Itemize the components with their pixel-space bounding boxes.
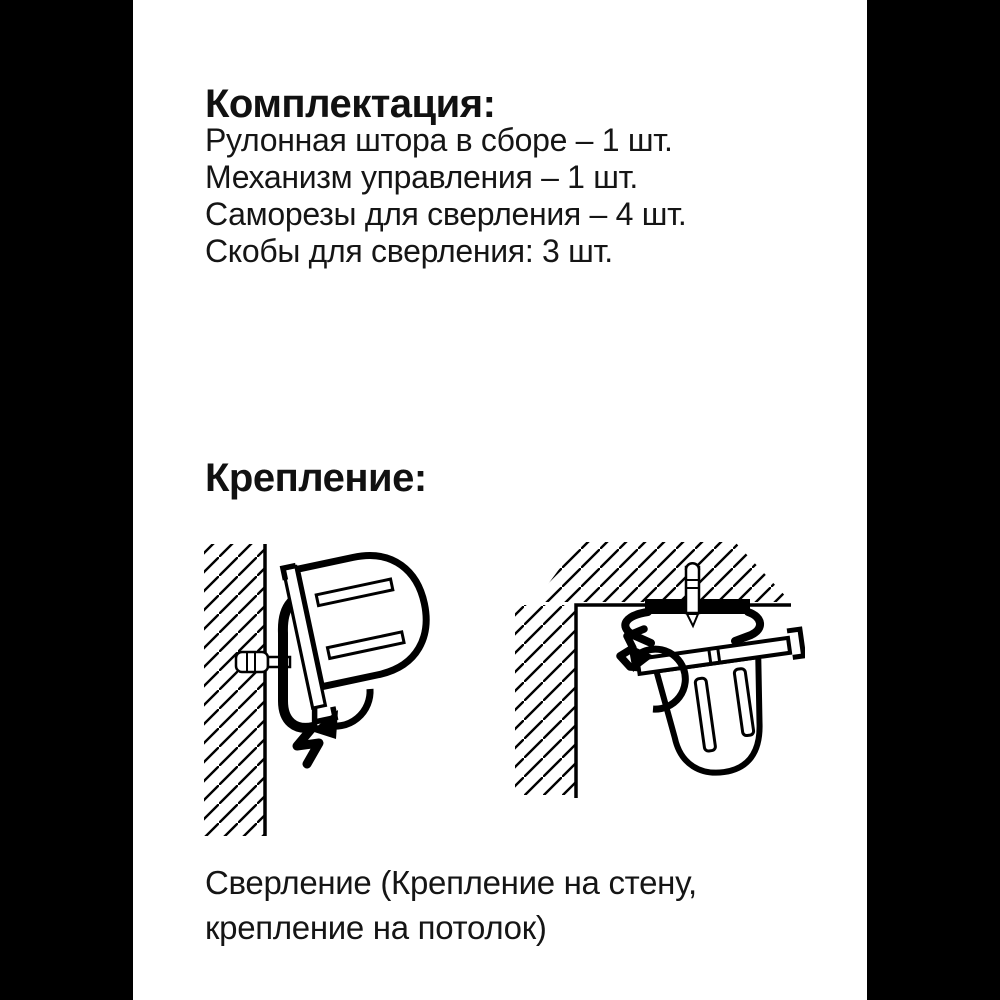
package-list xyxy=(205,122,687,270)
ceiling-mount-diagram xyxy=(505,530,805,820)
wall-hatch xyxy=(204,544,265,836)
package-item: Рулонная штора в сборе – 1 шт. xyxy=(205,122,673,158)
package-item: Механизм управления – 1 шт. xyxy=(205,159,639,195)
drilling-caption xyxy=(205,860,697,950)
package-item: Саморезы для сверления – 4 шт. xyxy=(205,196,687,232)
wall-mount-diagram xyxy=(200,538,440,838)
ceiling-hatch xyxy=(535,542,791,602)
caption-line: крепление на потолок) xyxy=(205,909,547,946)
package-heading: Комплектация: xyxy=(205,82,496,126)
right-black-bar xyxy=(867,0,1000,1000)
caption-line: Сверление (Крепление на стену, xyxy=(205,864,697,901)
instruction-page xyxy=(133,0,867,1000)
mounting-heading: Крепление: xyxy=(205,456,427,500)
left-black-bar xyxy=(0,0,133,1000)
wall-hatch xyxy=(515,605,576,795)
package-item: Скобы для сверления: 3 шт. xyxy=(205,233,613,269)
cassette-body xyxy=(282,541,440,722)
screw-anchor-icon xyxy=(686,563,699,626)
